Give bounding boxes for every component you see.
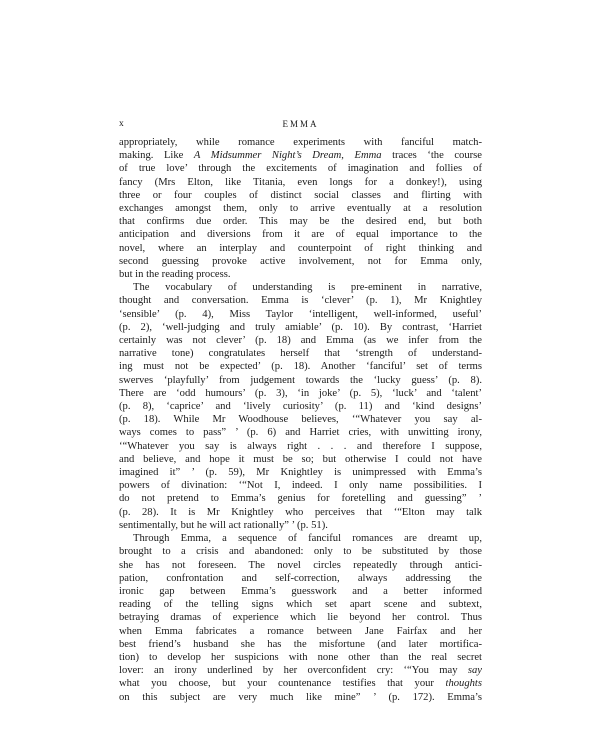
text-line: on this subject are very much like mine” ’ (p. 172). Emma’s: [119, 691, 482, 703]
text-line: narrative tone) congratulates herself that ‘strength of understand-: [119, 348, 482, 360]
body-text: [119, 136, 482, 704]
text-line: exchanges amongst them, only to arrive eventually at a resolution: [119, 203, 482, 215]
text-line: tion) to develop her suspicions with none other than the real secret: [119, 651, 482, 663]
text-line: anticipation and diversions from it are of equal importance to the: [119, 229, 482, 241]
running-head: EMMA: [282, 119, 319, 129]
text-line: sentimentally, but he will act rationally” ’ (p. 51).: [119, 519, 328, 531]
text-line: brought to a crisis and abandoned: only to be substituted by those: [119, 546, 482, 558]
text-line: swerves ‘playfully’ from judgement towards the ‘lucky guess’ (p. 8).: [119, 374, 482, 386]
italic-word: thoughts: [445, 678, 482, 690]
text-line: [119, 677, 482, 690]
text-line: fancy (Mrs Elton, like Titania, even longs for a donkey!), using: [119, 176, 482, 188]
paragraph-2: [119, 281, 482, 532]
text-line: [119, 664, 482, 677]
text-line: of true love’ through the excitements of imagination and follies of: [119, 163, 482, 175]
text-line: ‘sensible’ (p. 4), Miss Taylor ‘intelligent, well-informed, useful’: [119, 308, 482, 320]
text-line: three or four couples of distinct social classes and flirting with: [119, 189, 482, 201]
text-line: ing must not be expected’ (p. 18). Another ‘fanciful’ set of terms: [119, 361, 482, 373]
page-header: [119, 119, 482, 133]
page-number: x: [119, 119, 125, 129]
text-line: best friend’s husband she has the misfortune (and later mortifica-: [119, 638, 482, 650]
italic-word: say: [467, 665, 482, 677]
text-line: Through Emma, a sequence of fanciful romances are dreamt up,: [133, 533, 482, 545]
text-line: (p. 8), ‘caprice’ and ‘lively curiosity’ (p. 11) and ‘kind designs’: [119, 401, 482, 413]
text-line: imagined it” ’ (p. 59), Mr Knightley is unimpressed with Emma’s: [119, 467, 482, 479]
text-line: when Emma fabricates a romance between Jane Fairfax and her: [119, 625, 482, 637]
text-line: (p. 2), ‘well-judging and truly amiable’ (p. 10). By contrast, ‘Harriet: [119, 321, 482, 333]
text-line: appropriately, while romance experiments with fanciful match-: [119, 137, 482, 148]
text-line: novel, where an interplay and counterpoint of right thinking and: [119, 242, 482, 254]
text-line: that confirms due order. This may be the desired end, but both: [119, 216, 482, 228]
text-line: pation, confrontation and self-correction, always addressing the: [119, 572, 482, 584]
text-line: There are ‘odd humours’ (p. 3), ‘in joke’ (p. 5), ‘luck’ and ‘talent’: [119, 387, 482, 399]
text-line: but in the reading process.: [119, 269, 231, 281]
text-line: do not pretend to Emma’s genius for foretelling and guessing” ’: [119, 493, 482, 505]
italic-title: Emma: [354, 150, 382, 162]
text-line: reading of the telling signs which set apart scene and subtext,: [119, 599, 482, 611]
italic-title: A Midsummer Night’s Dream: [193, 150, 342, 162]
text-line: (p. 28). It is Mr Knightley who perceives that ‘“Elton may talk: [119, 506, 482, 518]
text-line: betraying dramas of experience which lie beyond her control. Thus: [119, 612, 482, 624]
text-line: she has not foreseen. The novel circles repeatedly through antici-: [119, 559, 482, 571]
text-line: The vocabulary of understanding is pre-eminent in narrative,: [133, 282, 482, 294]
text-line: ironic gap between Emma’s guesswork and a better informed: [119, 585, 482, 597]
text-line: ways comes to pass” ’ (p. 6) and Harriet cries, with unwitting irony,: [119, 427, 482, 439]
text-fragment: lover: an irony underlined by her overconfident cry: ‘“You may: [119, 665, 468, 677]
text-line: second guessing provoke active involvement, not for Emma only,: [119, 255, 482, 267]
text-line: making. Like A Midsummer Night’s Dream, Emma traces ‘the course: [119, 150, 482, 162]
text-line: and believe, and hope it must be so; but otherwise I could not have: [119, 453, 482, 465]
text-line: powers of divination: ‘“Not I, indeed. I only name possibilities. I: [119, 480, 482, 492]
text-line: ‘“Whatever you say is always right . . . and therefore I suppose,: [119, 440, 482, 452]
paragraph-1: [119, 136, 482, 281]
paragraph-3: [119, 532, 482, 704]
text-line: thought and conversation. Emma is ‘clever’ (p. 1), Mr Knightley: [119, 295, 482, 307]
text-fragment: making. Like: [119, 150, 194, 162]
text-line: (p. 18). While Mr Woodhouse believes, ‘“Whatever you say al-: [119, 414, 482, 426]
text-line: certainly was not clever’ (p. 18) and Emma (as we infer from the: [119, 335, 482, 347]
text-fragment: what you choose, but your countenance testifies that your: [119, 678, 446, 690]
